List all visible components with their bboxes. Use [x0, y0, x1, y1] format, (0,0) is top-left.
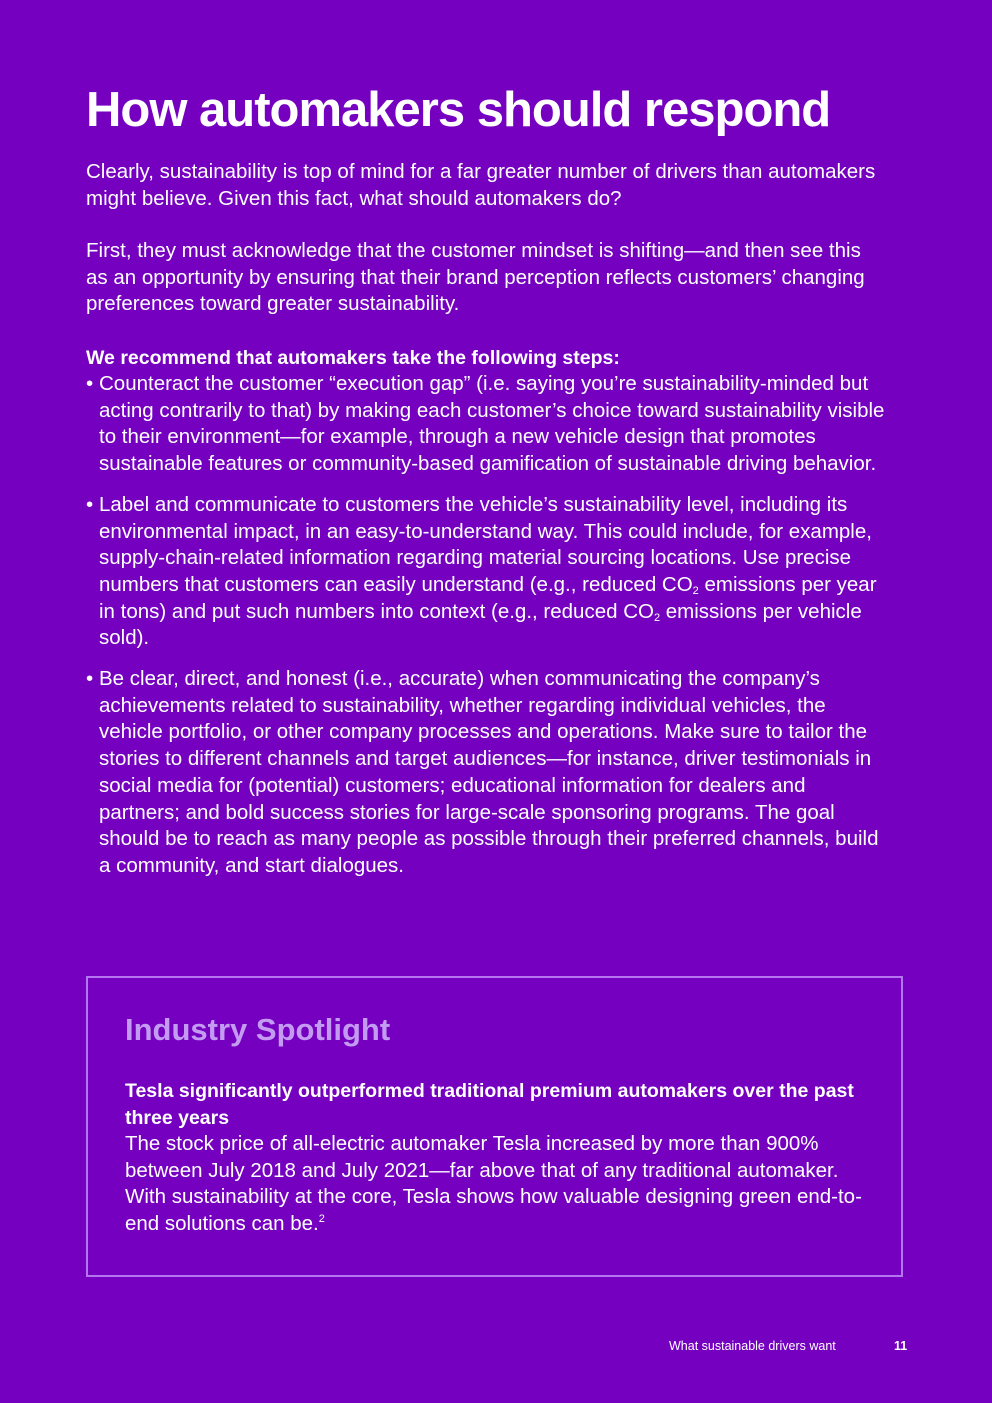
step-text: [99, 493, 877, 650]
bullet-icon: •: [86, 372, 94, 395]
spotlight-body: [125, 1131, 865, 1238]
step-text-part: emissions per vehicle sold).: [99, 599, 862, 650]
bullet-icon: •: [86, 492, 94, 516]
mindset-paragraph: First, they must acknowledge that the customer mindset is shifting—and then see this as an opportunity by ensuring that their brand perception reflects customers’ changing preferences toward greater sustainability.: [86, 239, 865, 316]
list-item: [86, 666, 886, 880]
step-text-part: emissions per year in tons) and put such numbers into context (e.g., reduced CO: [99, 572, 877, 623]
step-text: Be clear, direct, and honest (i.e., accurate) when communicating the company’s achievements related to sustainability, whether regarding individual vehicles, the vehicle portfolio, or other company processes and operations. Make sure to tailor the stories to different channels and target audiences—for instance, driver testimonials in social media for (potential) customers; educational information for dealers and partners; and bold success stories for large-scale sponsoring programs. The goal should be to reach as many people as possible through their preferred channels, build a community, and start dialogues.: [99, 667, 879, 877]
steps-heading: We recommend that automakers take the following steps:: [86, 347, 620, 369]
subscript: 2: [692, 584, 699, 597]
subscript: 2: [653, 611, 661, 624]
list-item: [86, 492, 886, 652]
step-text-part: Label and communicate to customers the vehicle’s sustainability level, including its environmental impact, in an easy-to-understand way. This could include, for example, supply-chain-related information regarding material sourcing locations. Use precise numbers that customers can easily understand (e.g., reduced CO: [99, 492, 872, 596]
bullet-icon: •: [86, 667, 94, 691]
footer-label: What sustainable drivers want: [669, 1339, 836, 1353]
page-title: How automakers should respond: [86, 83, 831, 137]
step-text: Counteract the customer “execution gap” (i.e. saying you’re sustainability-minded but acting contrarily to that) by making each customer’s choice toward sustainability visible to their environment—for example, through a new vehicle design that promotes sustainable features or community-based gamification of sustainable driving behavior.: [99, 372, 885, 476]
steps-list: [86, 371, 886, 894]
list-item: [86, 371, 886, 478]
spotlight-subtitle: Tesla significantly outperformed traditional premium automakers over the past three years: [125, 1080, 854, 1129]
industry-spotlight-box: [86, 976, 903, 1277]
spotlight-body-text: The stock price of all-electric automaker Tesla increased by more than 900% between July 2018 and July 2021—far above that of any traditional automaker. With sustainability at the core, Tesla shows how valuable designing green end-to-end solutions can be.: [125, 1132, 862, 1236]
spotlight-title: Industry Spotlight: [125, 1012, 391, 1047]
intro-paragraph: Clearly, sustainability is top of mind for a far greater number of drivers than automakers might believe. Given this fact, what should automakers do?: [86, 160, 876, 210]
page-number: 11: [894, 1339, 908, 1353]
footnote-marker: 2: [318, 1213, 325, 1226]
